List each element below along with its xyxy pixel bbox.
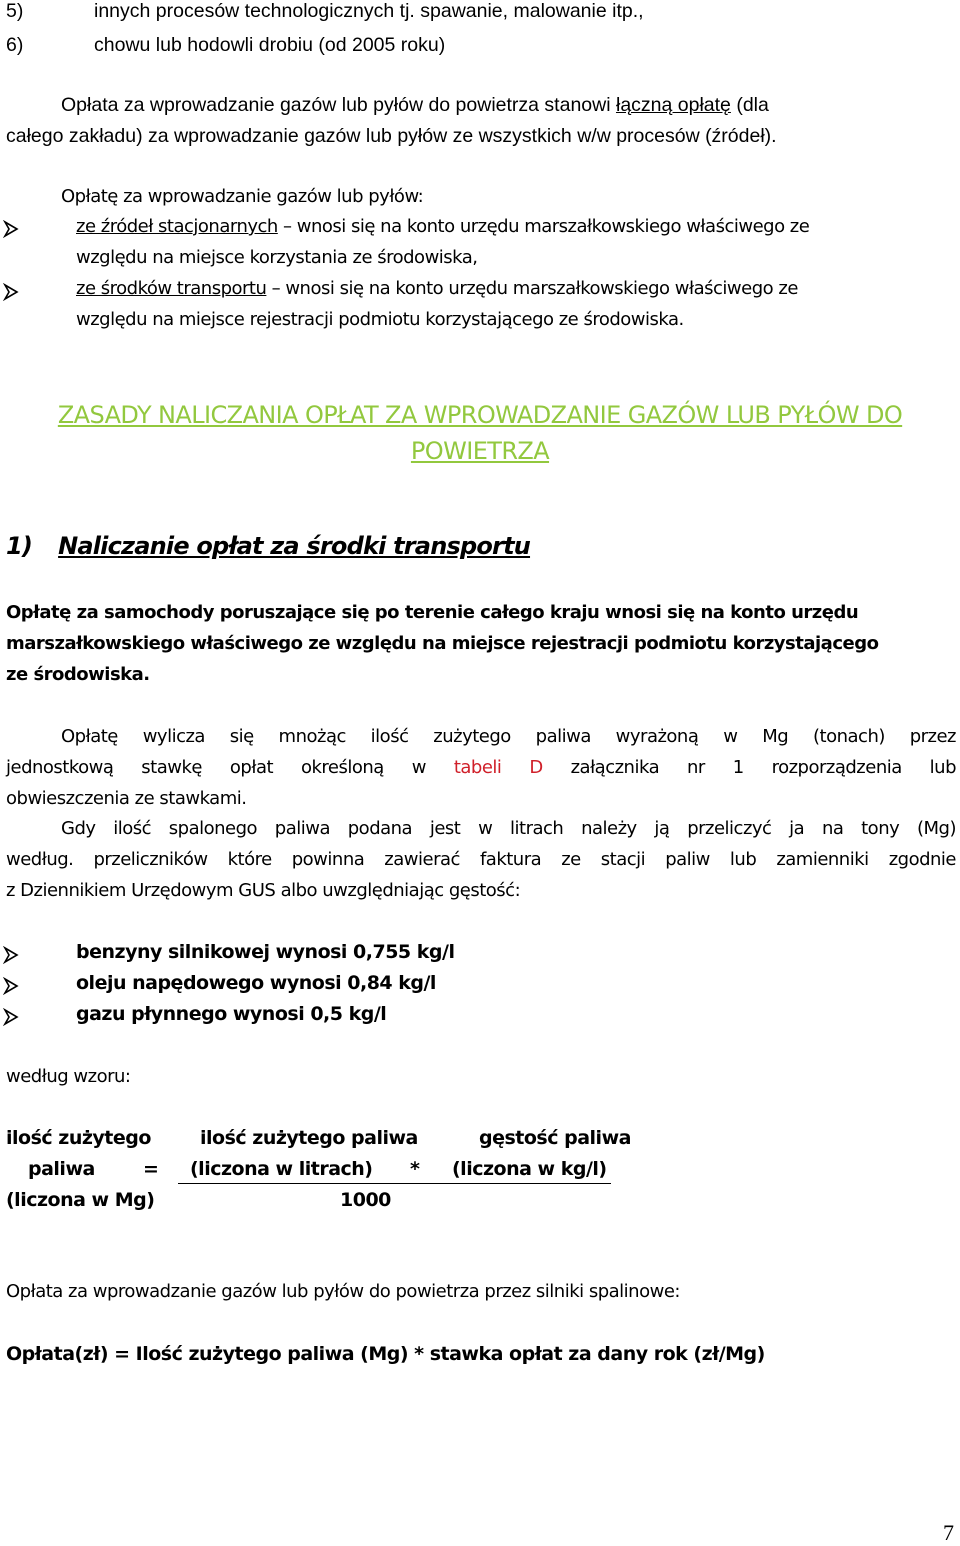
underlined-text: ze środków transportu [76, 278, 267, 299]
arrow-bullet-icon [2, 220, 20, 238]
calc-para-line5: według. przeliczników które powinna zawierać faktura ze stacji paliw lub zamienniki zgodnie [6, 849, 956, 870]
text-segment: jednostkową stawkę opłat określoną w [6, 757, 454, 778]
text-segment: – wnosi się na konto urzędu marszałkowskiego właściwego ze [277, 216, 810, 237]
density-lpg: gazu płynnego wynosi 0,5 kg/l [76, 1003, 387, 1025]
calc-para-line2 [6, 757, 956, 778]
bold-para-line2: marszałkowskiego właściwego ze względu na miejsce rejestracji podmiotu korzystającego [6, 633, 879, 654]
subheading-transport [6, 532, 530, 560]
formula-lhs-1: ilość zużytego [6, 1127, 151, 1149]
text-segment: Opłatę za samochody poruszające się po terenie całego kraju wnosi się na konto urzędu [6, 602, 859, 623]
formula-density-2: (liczona w kg/l) [452, 1158, 607, 1180]
list-text: innych procesów technologicznych tj. spawanie, malowanie itp., [94, 0, 644, 22]
formula-density-1: gęstość paliwa [479, 1127, 631, 1149]
fee-intro: Opłatę za wprowadzanie gazów lub pyłów: [61, 186, 424, 207]
section-heading-line1: ZASADY NALICZANIA OPŁAT ZA WPROWADZANIE GAZÓW LUB PYŁÓW DO [57, 401, 903, 429]
underlined-text: łączną opłatę [615, 94, 731, 116]
list-number: 5) [6, 0, 24, 22]
list-number: 6) [6, 34, 24, 56]
list-item-5 [6, 0, 644, 23]
formula-lhs-2: paliwa [28, 1158, 95, 1180]
arrow-bullet-icon [2, 946, 20, 964]
formula-denominator: 1000 [340, 1189, 391, 1211]
text-segment: załącznika nr 1 rozporządzenia lub [542, 757, 956, 778]
paragraph-total-fee [61, 94, 956, 117]
subheading-title: Naliczanie opłat za środki transportu [58, 532, 531, 560]
bullet-stationary-line2: względu na miejsce korzystania ze środowiska, [76, 247, 478, 268]
formula-multiply: * [410, 1158, 420, 1180]
bullet-transport-line2: względu na miejsce rejestracji podmiotu korzystającego ze środowiska. [76, 309, 684, 330]
calc-para-line4: Gdy ilość spalonego paliwa podana jest w litrach należy ją przeliczyć ja na tony (Mg) [61, 818, 956, 839]
formula-lhs-3: (liczona w Mg) [6, 1189, 155, 1211]
calc-para-line1: Opłatę wylicza się mnożąc ilość zużytego paliwa wyrażoną w Mg (tonach) przez [61, 726, 956, 747]
page-number: 7 [943, 1520, 954, 1545]
bold-para-line1 [6, 602, 956, 623]
list-text: chowu lub hodowli drobiu (od 2005 roku) [94, 34, 446, 56]
text-segment: Opłata za wprowadzanie gazów lub pyłów do powietrza stanowi [61, 94, 616, 116]
formula-num-2: (liczona w litrach) [190, 1158, 373, 1180]
arrow-bullet-icon [2, 283, 20, 301]
bullet-transport [76, 278, 956, 299]
arrow-bullet-icon [2, 977, 20, 995]
list-item-6 [6, 34, 446, 57]
fraction-line [178, 1183, 611, 1184]
section-heading-line2: POWIETRZA [410, 437, 550, 465]
formula-equals: = [143, 1158, 159, 1180]
final-formula: Opłata(zł) = Ilość zużytego paliwa (Mg) * stawka opłat za dany rok (zł/Mg) [6, 1343, 765, 1365]
table-reference: tabeli D [453, 757, 543, 778]
calc-para-line6: z Dziennikiem Urzędowym GUS albo uwzględniając gęstość: [6, 880, 521, 901]
formula-num-1: ilość zużytego paliwa [200, 1127, 418, 1149]
subheading-number: 1) [6, 532, 33, 560]
bullet-stationary [76, 216, 956, 237]
text-segment: – wnosi się na konto urzędu marszałkowskiego właściwego ze [266, 278, 798, 299]
bold-para-line3: ze środowiska. [6, 664, 150, 685]
density-petrol: benzyny silnikowej wynosi 0,755 kg/l [76, 941, 455, 963]
calc-para-line3: obwieszczenia ze stawkami. [6, 788, 247, 809]
engines-fee-intro: Opłata za wprowadzanie gazów lub pyłów do powietrza przez silniki spalinowe: [6, 1281, 680, 1302]
underlined-text: ze źródeł stacjonarnych [76, 216, 278, 237]
arrow-bullet-icon [2, 1008, 20, 1026]
text-segment: (dla [730, 94, 769, 116]
density-diesel: oleju napędowego wynosi 0,84 kg/l [76, 972, 436, 994]
paragraph-total-fee-line2: całego zakładu) za wprowadzanie gazów lub pyłów ze wszystkich w/w procesów (źródeł). [6, 125, 777, 147]
formula-intro: według wzoru: [6, 1066, 131, 1087]
